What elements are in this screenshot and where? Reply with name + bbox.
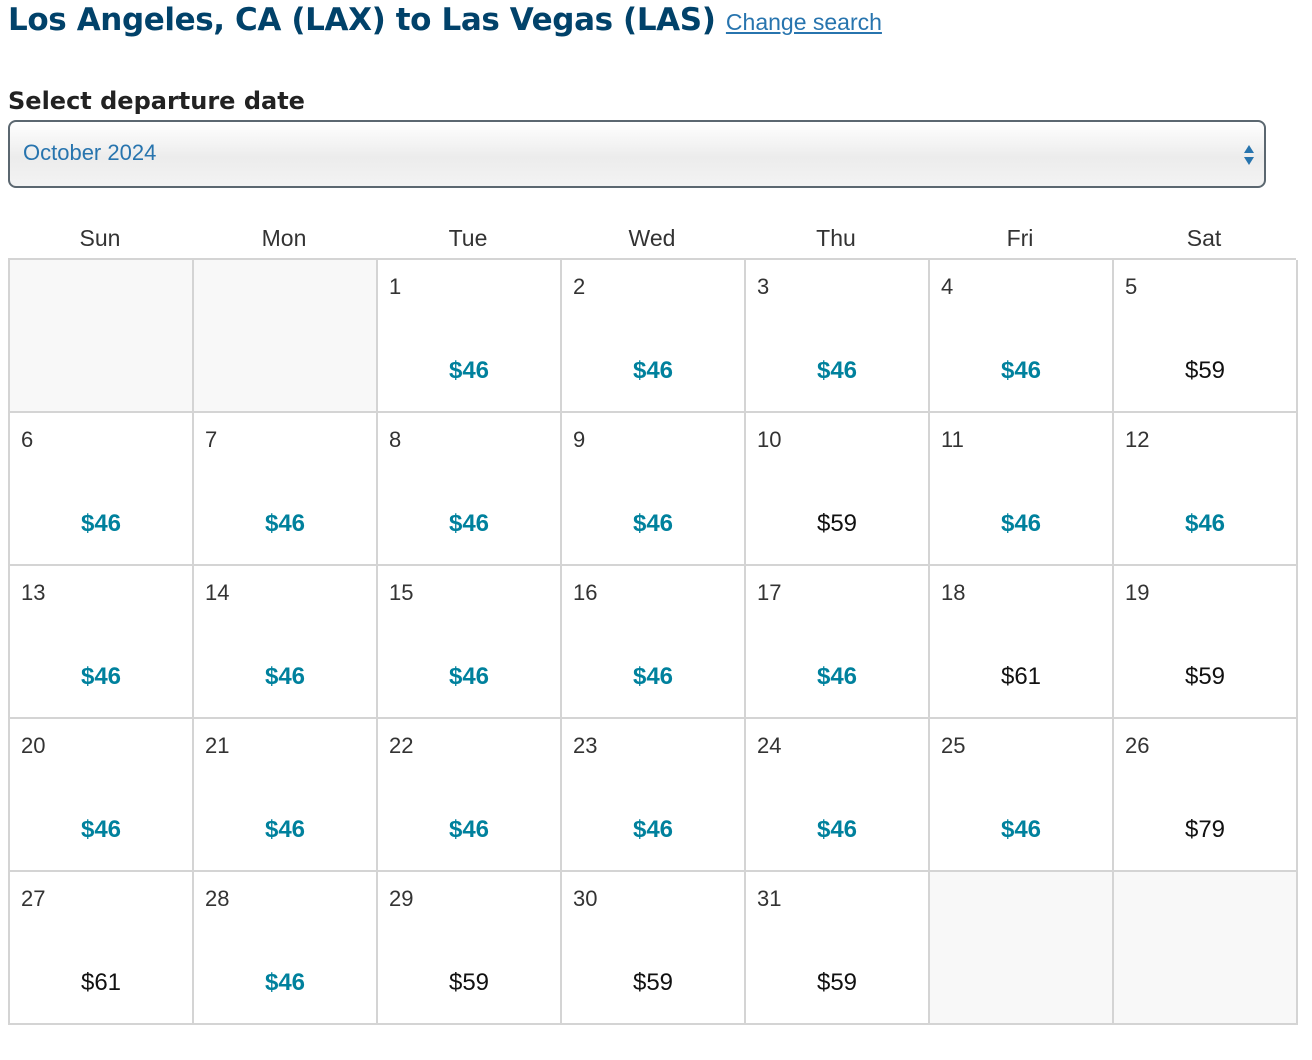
day-cell[interactable] [562, 260, 746, 413]
day-cell[interactable] [10, 872, 194, 1025]
day-cell[interactable] [930, 260, 1114, 413]
day-number: 31 [757, 886, 782, 911]
day-cell[interactable] [746, 719, 930, 872]
day-number: 3 [757, 274, 770, 299]
select-arrows-icon [1244, 145, 1254, 167]
day-number: 10 [757, 427, 782, 452]
day-cell[interactable] [930, 566, 1114, 719]
day-cell[interactable] [194, 872, 378, 1025]
lowest-fare-price: $46 [264, 510, 306, 537]
route-title: Los Angeles, CA (LAX) to Las Vegas (LAS) [8, 2, 716, 38]
fare-price: $59 [1184, 663, 1226, 690]
day-cell[interactable] [930, 719, 1114, 872]
day-cell[interactable] [378, 566, 562, 719]
day-cell[interactable] [746, 413, 930, 566]
day-number: 4 [941, 274, 954, 299]
lowest-fare-price: $46 [632, 357, 674, 384]
day-number: 16 [573, 580, 598, 605]
lowest-fare-price: $46 [1000, 816, 1042, 843]
lowest-fare-price: $46 [1000, 510, 1042, 537]
day-cell[interactable] [1114, 566, 1298, 719]
fare-calendar [8, 220, 1296, 1025]
day-number: 12 [1125, 427, 1150, 452]
day-cell[interactable] [10, 566, 194, 719]
day-cell[interactable] [746, 872, 930, 1025]
lowest-fare-price: $46 [448, 663, 490, 690]
day-number: 30 [573, 886, 598, 911]
day-cell[interactable] [10, 719, 194, 872]
day-cell[interactable] [194, 413, 378, 566]
departure-date-label: Select departure date [8, 87, 305, 115]
day-number: 22 [389, 733, 414, 758]
day-number: 5 [1125, 274, 1138, 299]
fare-price: $59 [1184, 357, 1226, 384]
lowest-fare-price: $46 [816, 357, 858, 384]
day-cell[interactable] [378, 872, 562, 1025]
day-number: 2 [573, 274, 586, 299]
fare-price: $59 [816, 969, 858, 996]
day-cell[interactable] [1114, 413, 1298, 566]
day-number: 23 [573, 733, 598, 758]
lowest-fare-price: $46 [448, 357, 490, 384]
day-number: 1 [389, 274, 402, 299]
day-cell[interactable] [194, 566, 378, 719]
day-cell[interactable] [378, 260, 562, 413]
day-number: 6 [21, 427, 34, 452]
lowest-fare-price: $46 [80, 816, 122, 843]
fare-price: $79 [1184, 816, 1226, 843]
day-number: 27 [21, 886, 46, 911]
lowest-fare-price: $46 [264, 663, 306, 690]
weekday-sun: Sun [79, 225, 121, 251]
lowest-fare-price: $46 [448, 510, 490, 537]
day-cell[interactable] [1114, 719, 1298, 872]
day-cell[interactable] [378, 413, 562, 566]
day-number: 7 [205, 427, 218, 452]
weekday-fri: Fri [1006, 225, 1034, 251]
lowest-fare-price: $46 [80, 510, 122, 537]
day-cell[interactable] [562, 719, 746, 872]
weekday-tue: Tue [448, 225, 488, 251]
day-number: 19 [1125, 580, 1150, 605]
day-number: 8 [389, 427, 402, 452]
day-number: 26 [1125, 733, 1150, 758]
lowest-fare-price: $46 [1000, 357, 1042, 384]
fare-price: $61 [1000, 663, 1042, 690]
weekday-wed: Wed [628, 225, 676, 251]
calendar-grid [8, 258, 1296, 1025]
day-number: 15 [389, 580, 414, 605]
empty-day-cell [194, 260, 378, 413]
lowest-fare-price: $46 [448, 816, 490, 843]
day-cell[interactable] [746, 260, 930, 413]
weekday-mon: Mon [261, 225, 307, 251]
day-number: 9 [573, 427, 586, 452]
change-search-link[interactable]: Change search [725, 9, 882, 35]
day-number: 11 [941, 427, 964, 452]
weekday-sat: Sat [1186, 225, 1222, 251]
search-header [8, 2, 882, 38]
lowest-fare-price: $46 [632, 510, 674, 537]
day-cell[interactable] [562, 566, 746, 719]
day-cell[interactable] [10, 413, 194, 566]
fare-price: $61 [80, 969, 122, 996]
day-number: 17 [757, 580, 782, 605]
day-number: 18 [941, 580, 966, 605]
lowest-fare-price: $46 [264, 969, 306, 996]
day-cell[interactable] [930, 413, 1114, 566]
day-number: 25 [941, 733, 966, 758]
empty-day-cell [10, 260, 194, 413]
lowest-fare-price: $46 [80, 663, 122, 690]
day-cell[interactable] [562, 872, 746, 1025]
day-cell[interactable] [746, 566, 930, 719]
day-number: 21 [205, 733, 230, 758]
fare-price: $59 [816, 510, 858, 537]
day-cell[interactable] [1114, 260, 1298, 413]
day-number: 20 [21, 733, 46, 758]
lowest-fare-price: $46 [264, 816, 306, 843]
day-number: 24 [757, 733, 782, 758]
lowest-fare-price: $46 [816, 663, 858, 690]
weekday-thu: Thu [816, 225, 856, 251]
fare-price: $59 [632, 969, 674, 996]
lowest-fare-price: $46 [816, 816, 858, 843]
day-cell[interactable] [378, 719, 562, 872]
day-cell[interactable] [194, 719, 378, 872]
selected-month: October 2024 [23, 140, 157, 165]
day-number: 13 [21, 580, 46, 605]
empty-day-cell [930, 872, 1114, 1025]
day-number: 28 [205, 886, 230, 911]
month-select[interactable] [8, 120, 1266, 188]
day-number: 29 [389, 886, 414, 911]
day-number: 14 [205, 580, 230, 605]
lowest-fare-price: $46 [1184, 510, 1226, 537]
empty-day-cell [1114, 872, 1298, 1025]
fare-price: $59 [448, 969, 490, 996]
weekday-header [8, 220, 1296, 258]
day-cell[interactable] [562, 413, 746, 566]
lowest-fare-price: $46 [632, 663, 674, 690]
lowest-fare-price: $46 [632, 816, 674, 843]
